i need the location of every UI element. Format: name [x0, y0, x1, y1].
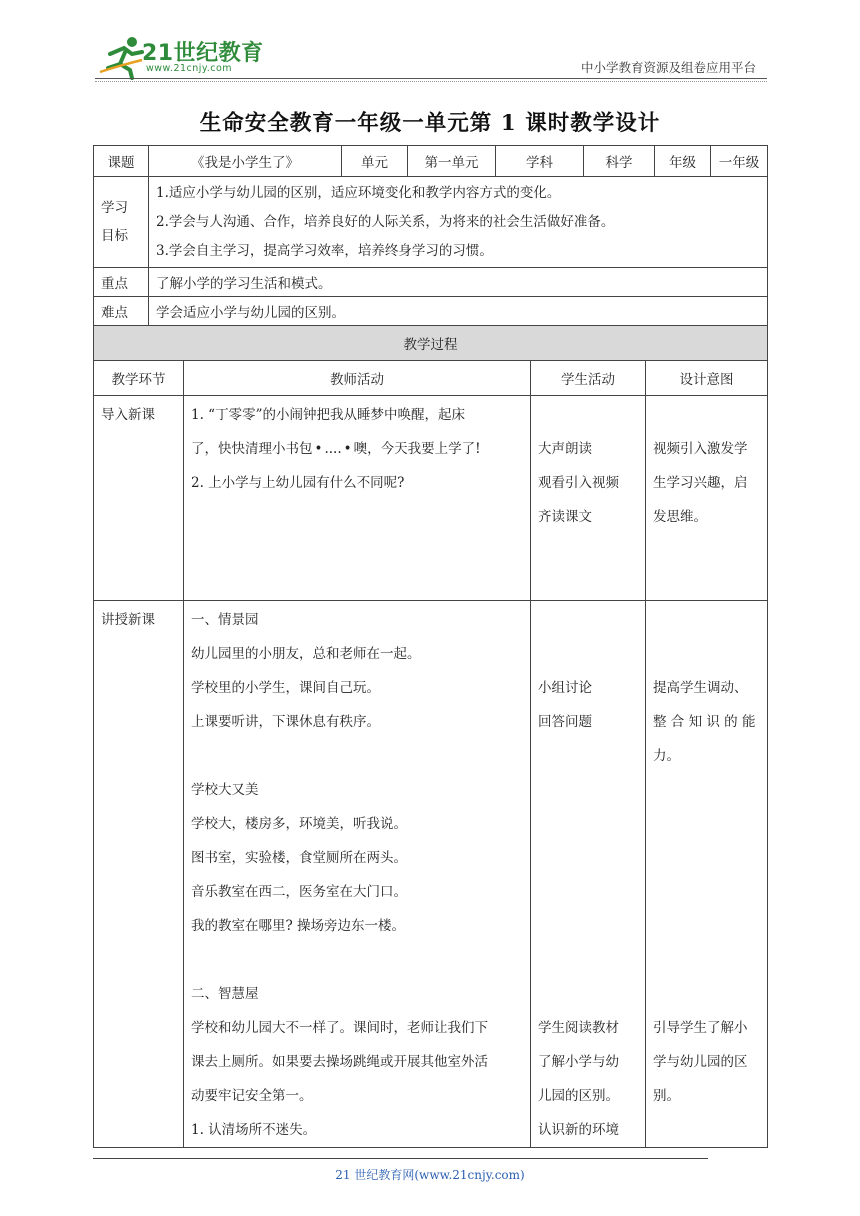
lesson-label: 课题: [94, 146, 149, 177]
teacher-line: 我的教室在哪里? 操场旁边东一楼。: [191, 918, 406, 934]
teacher-line: 1. 认清场所不迷失。: [191, 1122, 317, 1138]
logo-text: 21世纪教育: [142, 41, 264, 66]
stage-label: 导入新课: [101, 407, 155, 423]
intent-line: 整 合 知 识 的 能: [653, 714, 756, 730]
intent-line: 发思维。: [653, 509, 707, 525]
process-header-row: [94, 361, 768, 396]
goals-label: [94, 177, 149, 268]
grade-label: 年级: [655, 146, 711, 177]
blank-line: [191, 739, 523, 773]
goal-item: 2.学会与人沟通、合作，培养良好的人际关系，为将来的社会生活做好准备。: [156, 213, 615, 230]
runner-logo-icon: [98, 34, 148, 80]
student-line: 小组讨论: [538, 680, 592, 696]
header-divider: [95, 78, 767, 79]
difficulty-row: [94, 297, 768, 326]
key-point-label: 重点: [94, 268, 149, 297]
goals-content: [149, 177, 768, 268]
teacher-line: 学校大又美: [191, 782, 259, 798]
teacher-line: 课去上厕所。如果要去操场跳绳或开展其他室外活: [191, 1054, 488, 1070]
goals-row: [94, 177, 768, 268]
teacher-line: 一、情景园: [191, 612, 259, 628]
platform-name: 中小学教育资源及组卷应用平台: [580, 60, 756, 75]
teacher-line: 学校里的小学生，课间自己玩。: [191, 680, 380, 696]
goal-item: 1.适应小学与幼儿园的区别，适应环境变化和教学内容方式的变化。: [156, 184, 561, 201]
intent-line: 生学习兴趣，启: [653, 475, 748, 491]
difficulty-label: 难点: [94, 297, 149, 326]
column-header: 学生活动: [531, 361, 646, 396]
teacher-line: 上课要听讲，下课休息有秩序。: [191, 714, 380, 730]
key-point-value: 了解小学的学习生活和模式。: [149, 268, 768, 297]
student-line: 大声朗读: [538, 441, 592, 457]
unit-label: 单元: [342, 146, 408, 177]
process-section-row: [94, 326, 768, 361]
teacher-line: 二、智慧屋: [191, 986, 259, 1002]
intent-gap: [653, 773, 760, 1011]
blank-line: [191, 943, 523, 977]
footer-link[interactable]: 21 世纪教育网(www.21cnjy.com): [335, 1168, 525, 1182]
teach-row: [94, 601, 768, 1148]
stage-label: 讲授新课: [101, 612, 155, 628]
intent-line: 力。: [653, 748, 680, 764]
grade-value: 一年级: [711, 146, 768, 177]
teach-stage: [94, 601, 184, 1148]
header-divider-dotted: [95, 81, 767, 82]
goals-label-line-2: 目标: [101, 228, 128, 244]
teacher-text: 噢，今天我要上学了!: [353, 441, 481, 457]
difficulty-value: 学会适应小学与幼儿园的区别。: [149, 297, 768, 326]
teacher-line: [191, 432, 523, 466]
teacher-text: 了，快快清理小书包: [191, 441, 313, 457]
student-line: 学生阅读教材: [538, 1020, 619, 1036]
student-line: 观看引入视频: [538, 475, 619, 491]
intro-intent: [646, 396, 768, 601]
intent-line: 视频引入激发学: [653, 441, 748, 457]
goal-item: 3.学会自主学习，提高学习效率，培养终身学习的习惯。: [156, 242, 493, 259]
key-point-row: [94, 268, 768, 297]
intent-line: 学与幼儿园的区: [653, 1054, 748, 1070]
goals-label-line-1: 学习: [101, 200, 128, 216]
intro-row: [94, 396, 768, 601]
intro-stage: [94, 396, 184, 601]
student-line: 齐读课文: [538, 509, 592, 525]
teach-teacher: [184, 601, 531, 1148]
teach-student: [531, 601, 646, 1148]
teacher-line: 学校大，楼房多，环境美，听我说。: [191, 816, 407, 832]
teacher-line: 2. 上小学与上幼儿园有什么不同呢?: [191, 475, 405, 491]
intent-line: 提高学生调动、: [653, 680, 748, 696]
subject-value: 科学: [584, 146, 655, 177]
column-header: 教师活动: [184, 361, 531, 396]
student-line: 认识新的环境: [538, 1122, 619, 1138]
footer-divider: [93, 1158, 708, 1159]
lesson-info-row: [94, 146, 768, 177]
teach-intent: [646, 601, 768, 1148]
unit-value: 第一单元: [408, 146, 496, 177]
ellipsis-text: ....: [324, 441, 342, 457]
teacher-line: 图书室，实验楼，食堂厕所在两头。: [191, 850, 407, 866]
teaching-process-table: [93, 325, 768, 1148]
student-gap: [538, 739, 638, 1011]
teacher-line: 学校和幼儿园大不一样了。课间时，老师让我们下: [191, 1020, 488, 1036]
intent-line: 引导学生了解小: [653, 1020, 748, 1036]
teacher-line: 1. “丁零零”的小闹钟把我从睡梦中唤醒，起床: [191, 407, 465, 423]
document-title: 生命安全教育一年级一单元第 1 课时教学设计: [199, 111, 661, 136]
student-line: 儿园的区别。: [538, 1088, 619, 1104]
lesson-info-table: [93, 145, 768, 326]
dot-separator: •: [343, 441, 352, 457]
intro-student: [531, 396, 646, 601]
intent-line: 别。: [653, 1088, 680, 1104]
teacher-line: 幼儿园里的小朋友，总和老师在一起。: [191, 646, 421, 662]
teacher-line: 音乐教室在西二，医务室在大门口。: [191, 884, 407, 900]
teacher-line: 动要牢记安全第一。: [191, 1088, 313, 1104]
column-header: 教学环节: [94, 361, 184, 396]
student-line: 了解小学与幼: [538, 1054, 619, 1070]
column-header: 设计意图: [646, 361, 768, 396]
dot-separator: •: [314, 441, 323, 457]
subject-label: 学科: [496, 146, 584, 177]
process-section-title: 教学过程: [94, 326, 768, 361]
student-line: 回答问题: [538, 714, 592, 730]
intro-teacher: [184, 396, 531, 601]
logo-url: www.21cnjy.com: [146, 63, 233, 74]
lesson-value: 《我是小学生了》: [149, 146, 342, 177]
